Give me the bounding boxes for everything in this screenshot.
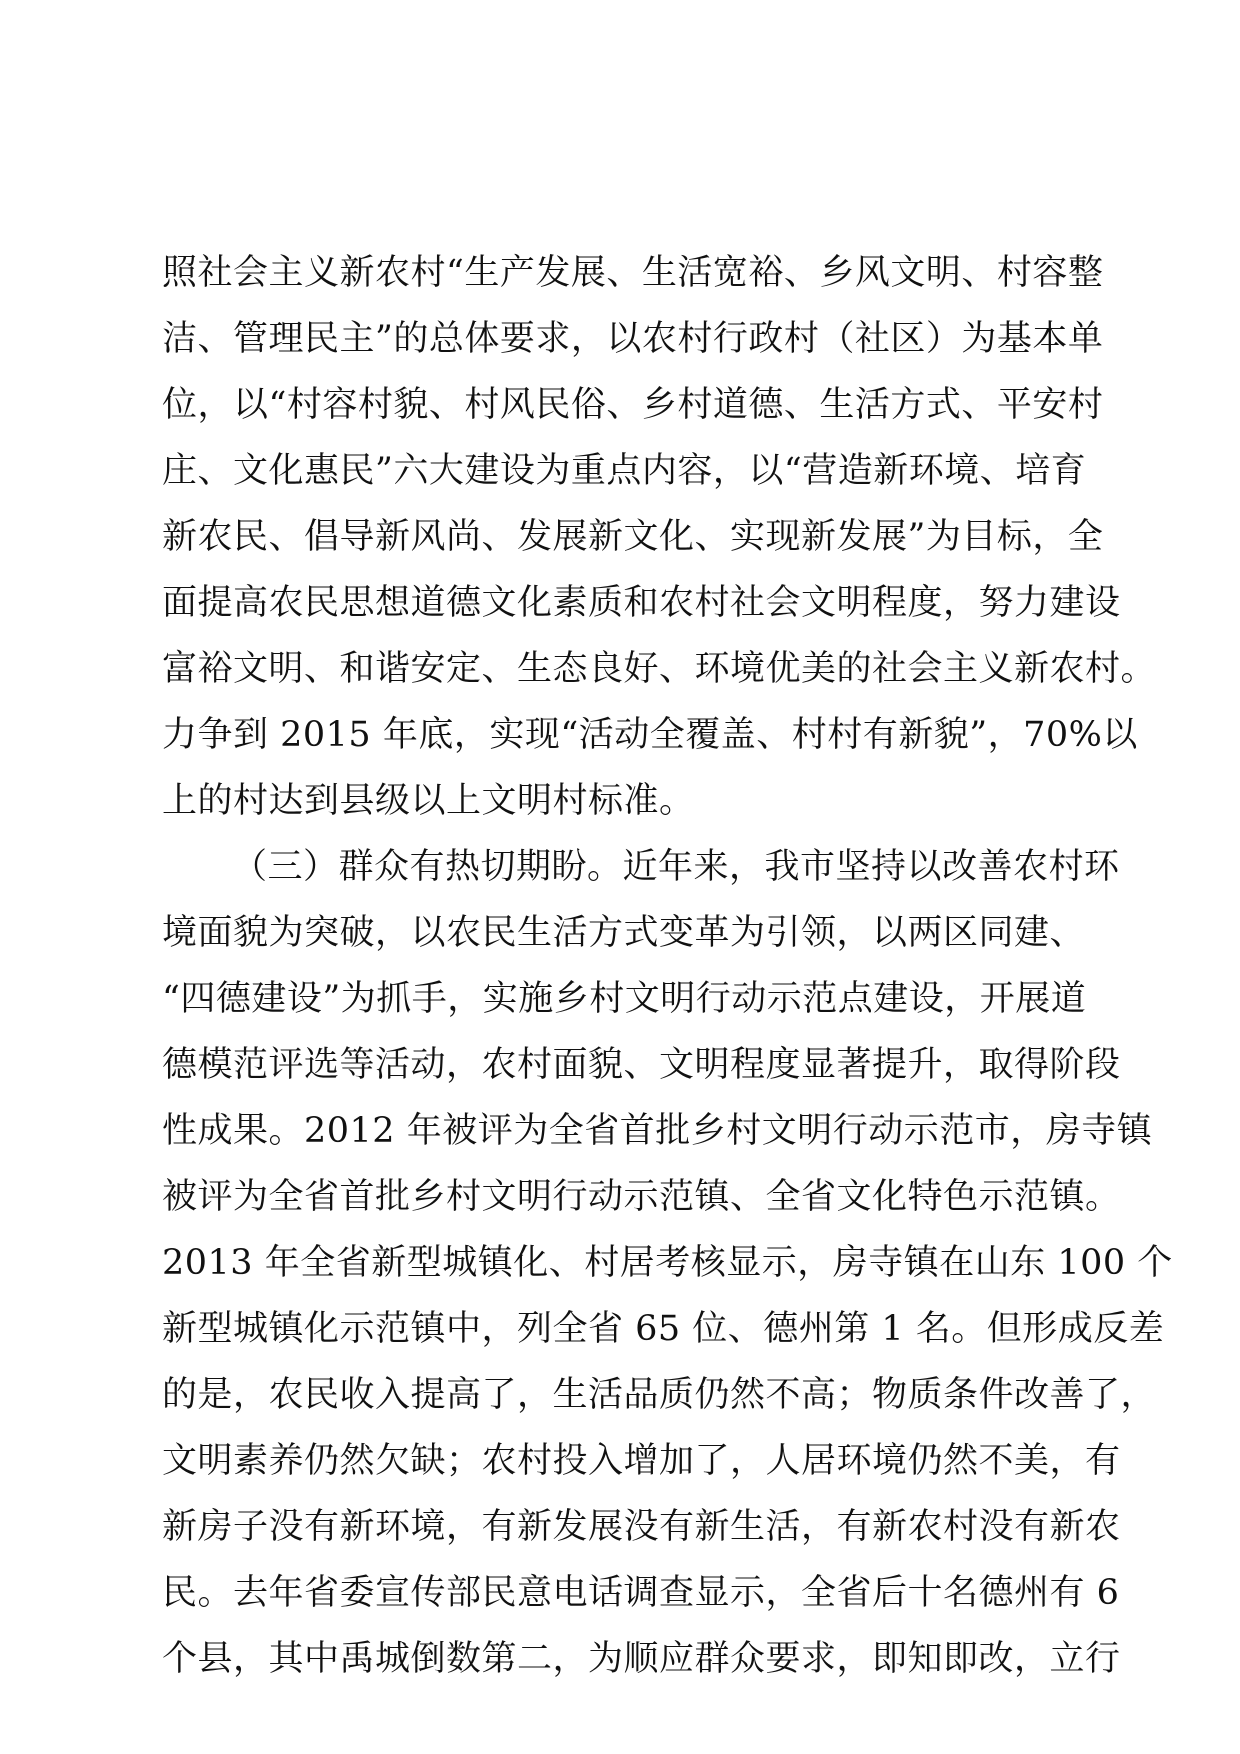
text-line: 照社会主义新农村“生产发展、生活宽裕、乡风文明、村容整: [162, 253, 1104, 293]
section-heading-line: （三）群众有热切期盼。近年来，我市坚持以改善农村环: [232, 847, 1120, 887]
text-line: 2013 年全省新型城镇化、村居考核显示，房寺镇在山东 100 个: [162, 1243, 1173, 1283]
text-line: 文明素养仍然欠缺；农村投入增加了，人居环境仍然不美，有: [162, 1441, 1121, 1481]
body-text: [162, 240, 1173, 1692]
text-line: 新型城镇化示范镇中，列全省 65 位、德州第 1 名。但形成反差: [162, 1309, 1165, 1349]
text-line: 新房子没有新环境，有新发展没有新生活，有新农村没有新农: [162, 1507, 1121, 1547]
text-line: 性成果。2012 年被评为全省首批乡村文明行动示范市，房寺镇: [162, 1111, 1153, 1151]
text-line: 富裕文明、和谐安定、生态良好、环境优美的社会主义新农村。: [162, 649, 1157, 689]
text-line: 力争到 2015 年底，实现“活动全覆盖、村村有新貌”，70%以: [162, 715, 1138, 755]
text-line: 个县，其中禹城倒数第二，为顺应群众要求，即知即改，立行: [162, 1639, 1121, 1679]
text-line: 德模范评选等活动，农村面貌、文明程度显著提升，取得阶段: [162, 1045, 1121, 1085]
text-line: 上的村达到县级以上文明村标准。: [162, 781, 695, 821]
text-line: 洁、管理民主”的总体要求，以农村行政村（社区）为基本单: [162, 319, 1104, 359]
text-line: 民。去年省委宣传部民意电话调查显示，全省后十名德州有 6: [162, 1573, 1120, 1613]
text-line: 新农民、倡导新风尚、发展新文化、实现新发展”为目标，全: [162, 517, 1104, 557]
text-line: “四德建设”为抓手，实施乡村文明行动示范点建设，开展道: [162, 979, 1087, 1019]
text-line: 庄、文化惠民”六大建设为重点内容，以“营造新环境、培育: [162, 451, 1087, 491]
text-line: 的是，农民收入提高了，生活品质仍然不高；物质条件改善了，: [162, 1375, 1157, 1415]
text-line: 位，以“村容村貌、村风民俗、乡村道德、生活方式、平安村: [162, 385, 1104, 425]
text-line: 境面貌为突破，以农民生活方式变革为引领，以两区同建、: [162, 913, 1086, 953]
text-line: 面提高农民思想道德文化素质和农村社会文明程度，努力建设: [162, 583, 1121, 623]
text-line: 被评为全省首批乡村文明行动示范镇、全省文化特色示范镇。: [162, 1177, 1121, 1217]
